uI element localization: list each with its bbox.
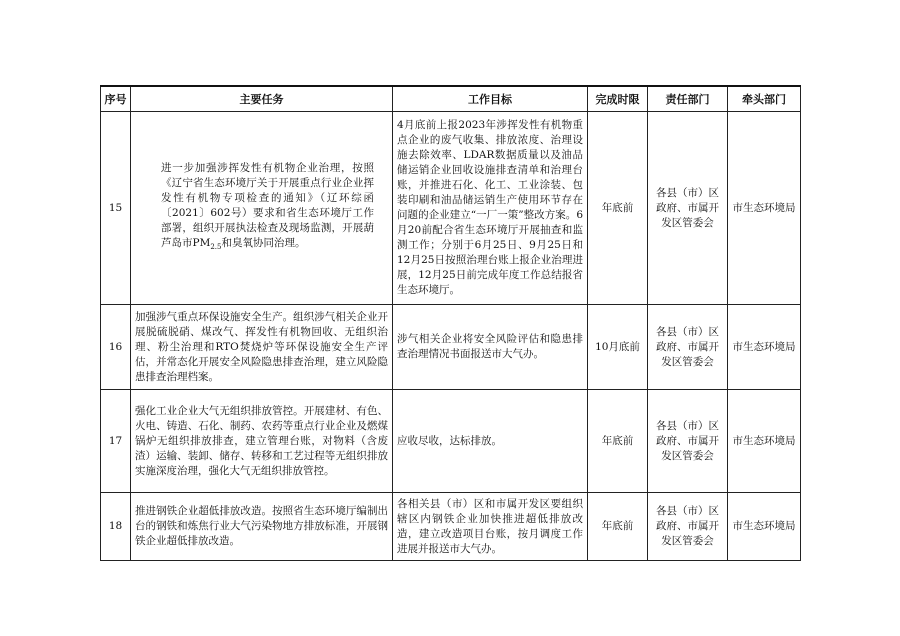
row-task xyxy=(131,112,393,305)
row-deadline: 10月底前 xyxy=(588,305,648,390)
row-goal: 各相关县（市）区和市属开发区要组织辖区内钢铁企业加快推进超低排放改造，建立改造项目台账，按月调度工作进展并报送市大气办。 xyxy=(393,493,588,561)
row-seq: 15 xyxy=(101,112,131,305)
row-goal: 4月底前上报2023年涉挥发性有机物重点企业的废气收集、排放浓度、治理设施去除效率、LDAR数据质量以及油品储运销企业回收设施排查清单和治理台账，并推进石化、化工、工业涂装、包装印刷和油品储运销生产使用环节存在问题的企业建立“一厂一策”整改方案。6月20前配合省生态环境厅开展抽查和监测工作；分别于6月25日、9月25日和12月25日按照治理台账上报企业治理进展，12月25日前完成年度工作总结报省生态环境厅。 xyxy=(393,112,588,305)
row-lead: 市生态环境局 xyxy=(728,305,801,390)
row-seq: 16 xyxy=(101,305,131,390)
row-deadline: 年底前 xyxy=(588,390,648,493)
row-task: 推进钢铁企业超低排放改造。按照省生态环境厅编制出台的钢铁和炼焦行业大气污染物地方排放标准，开展钢铁企业超低排放改造。 xyxy=(131,493,393,561)
task-table xyxy=(100,85,801,561)
pm-subscript: 2.5 xyxy=(210,243,222,252)
row-task-text: 进一步加强涉挥发性有机物企业治理，按照《辽宁省生态环境厅关于开展重点行业企业挥发性有机物专项检查的通知》（辽环综函〔2021〕602号）要求和省生态环境厅工作部署，组织开展执法检查及现场监测，开展葫芦岛市PM xyxy=(161,161,374,249)
table-body xyxy=(101,112,801,561)
row-task: 加强涉气重点环保设施安全生产。组织涉气相关企业开展脱硫脱硝、煤改气、挥发性有机物回收、无组织治理、粉尘治理和RTO焚烧炉等环保设施安全生产评估，并常态化开展安全风险隐患排查治理，建立风险隐患排查治理档案。 xyxy=(131,305,393,390)
row-lead: 市生态环境局 xyxy=(728,112,801,305)
row-deadline: 年底前 xyxy=(588,493,648,561)
row-lead: 市生态环境局 xyxy=(728,493,801,561)
row-dept: 各县（市）区政府、市属开发区管委会 xyxy=(648,305,728,390)
header-row xyxy=(101,86,801,112)
header-goal: 工作目标 xyxy=(393,86,588,112)
row-lead: 市生态环境局 xyxy=(728,390,801,493)
row-task: 强化工业企业大气无组织排放管控。开展建材、有色、火电、铸造、石化、制药、农药等重点行业企业及燃煤锅炉无组织排放排查，建立管理台账，对物料（含废渣）运输、装卸、储存、转移和工艺过程等无组织排放实施深度治理，强化大气无组织排放管控。 xyxy=(131,390,393,493)
row-dept: 各县（市）区政府、市属开发区管委会 xyxy=(648,112,728,305)
row-seq: 18 xyxy=(101,493,131,561)
row-seq: 17 xyxy=(101,390,131,493)
header-deadline: 完成时限 xyxy=(588,86,648,112)
row-task-tail: 和臭氧协同治理。 xyxy=(221,236,306,249)
header-seq: 序号 xyxy=(101,86,131,112)
table-row xyxy=(101,390,801,493)
table-row xyxy=(101,493,801,561)
table-row xyxy=(101,112,801,305)
row-dept: 各县（市）区政府、市属开发区管委会 xyxy=(648,493,728,561)
row-deadline: 年底前 xyxy=(588,112,648,305)
table-header xyxy=(101,86,801,112)
row-goal: 应收尽收，达标排放。 xyxy=(393,390,588,493)
header-dept: 责任部门 xyxy=(648,86,728,112)
table-row xyxy=(101,305,801,390)
header-lead: 牵头部门 xyxy=(728,86,801,112)
row-goal: 涉气相关企业将安全风险评估和隐患排查治理情况书面报送市大气办。 xyxy=(393,305,588,390)
row-dept: 各县（市）区政府、市属开发区管委会 xyxy=(648,390,728,493)
header-task: 主要任务 xyxy=(131,86,393,112)
